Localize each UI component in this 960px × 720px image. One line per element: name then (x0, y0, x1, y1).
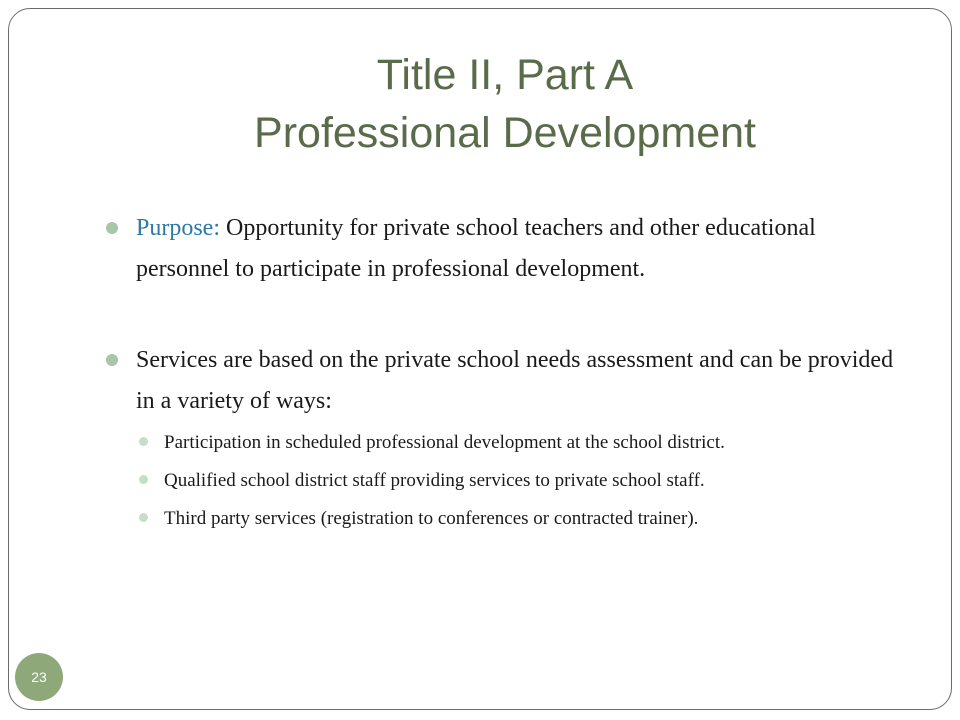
bullet-services (106, 340, 906, 422)
services-sub-list (106, 424, 906, 538)
sub-list-item (136, 500, 906, 538)
sub-bullet-dot-icon (139, 437, 148, 446)
sub-item-text: Qualified school district staff providing services to private school staff. (164, 470, 705, 491)
slide-content (106, 208, 906, 538)
bullet-dot-icon (106, 354, 118, 366)
title-line-2: Professional Development (254, 109, 756, 157)
bullet-purpose (106, 208, 906, 290)
purpose-text: Opportunity for private school teachers and other educational personnel to participate in professional development. (136, 215, 816, 282)
slide-title (0, 46, 960, 162)
services-text: Services are based on the private school needs assessment and can be provided in a variety of ways: (136, 347, 894, 414)
page-number-badge: 23 (15, 653, 63, 701)
sub-item-text: Third party services (registration to conferences or contracted trainer). (164, 508, 699, 529)
sub-item-text: Participation in scheduled professional development at the school district. (164, 432, 725, 453)
sub-list-item (136, 424, 906, 462)
bullet-dot-icon (106, 222, 118, 234)
purpose-label: Purpose: (136, 215, 220, 241)
sub-list-item (136, 462, 906, 500)
sub-bullet-dot-icon (139, 475, 148, 484)
sub-bullet-dot-icon (139, 513, 148, 522)
title-line-1: Title II, Part A (376, 51, 634, 99)
